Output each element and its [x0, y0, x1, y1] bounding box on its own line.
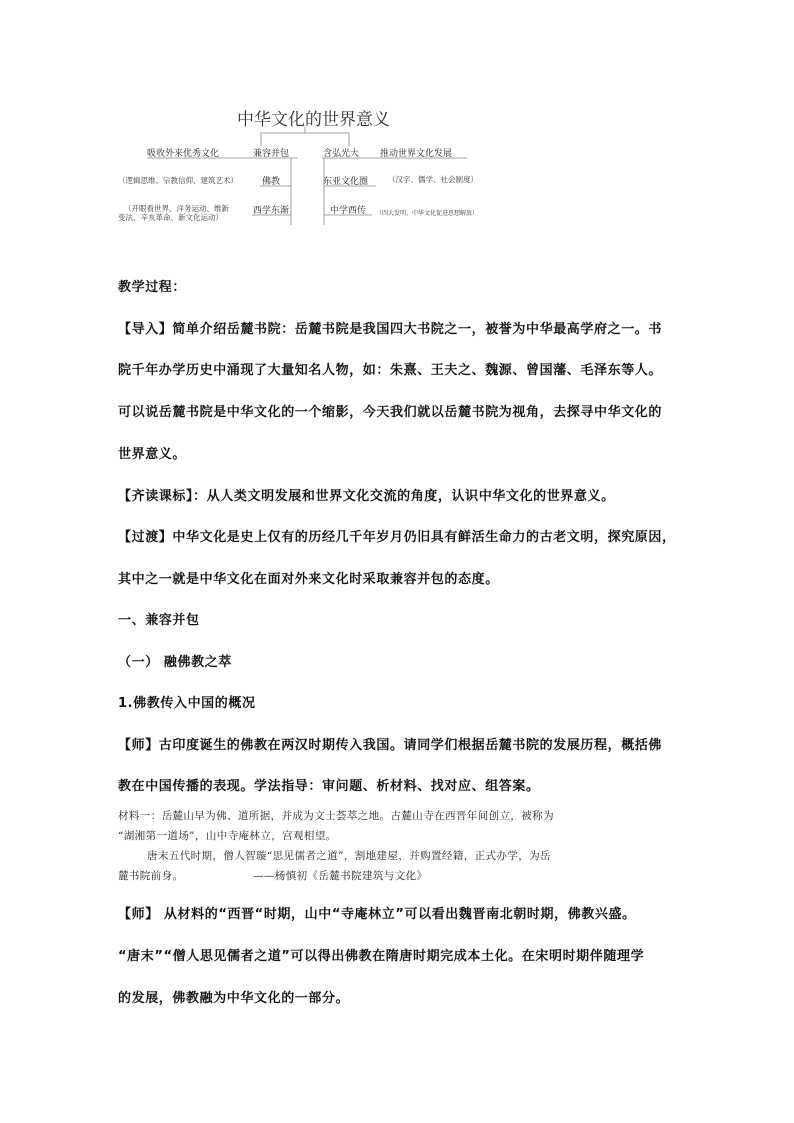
teacher-line-1: 【师】古印度诞生的佛教在两汉时期传入我国。请同学们根据岳麓书院的发展历程，概括佛 — [118, 738, 663, 753]
diagram-buddhism-note: （逻辑思维、宗教信仰、建筑艺术） — [118, 176, 238, 185]
point-heading: 1.佛教传入中国的概况 — [118, 696, 256, 711]
diagram-china-to-west-note: （四大发明、中华文化促进思想解放） — [376, 210, 479, 217]
analysis-line-1: 【师】 从材料的“西晋“时期，山中“寺庵林立”可以看出魏晋南北朝时期，佛教兴盛。 — [118, 907, 636, 922]
diagram-western-learning-note-2: 变法、辛亥革命、新文化运动） — [118, 213, 223, 222]
intro-line-4: 世界意义。 — [118, 447, 187, 462]
subsection-heading: （一） 融佛教之萃 — [118, 655, 232, 670]
teacher-line-2: 教在中国传播的表现。学法指导：审问题、析材料、找对应、组答案。 — [118, 779, 540, 794]
analysis-line-3: 的发展，佛教融为中华文化的一部分。 — [118, 991, 350, 1006]
intro-line-3: 可以说岳麓书院是中华文化的一个缩影，今天我们就以岳麓书院为视角，去探寻中华文化的 — [118, 405, 663, 420]
diagram-left-lead: 吸收外来优秀文化 — [147, 149, 220, 159]
diagram-east-asia-circle: 东亚文化圈 — [323, 177, 369, 187]
teaching-process-heading: 教学过程： — [118, 280, 187, 295]
material-line-4: 麓书院前身。 — [118, 870, 184, 882]
transition-line-2: 其中之一就是中华文化在面对外来文化时采取兼容并包的态度。 — [118, 572, 499, 587]
diagram-western-learning: 西学东渐 — [253, 206, 290, 216]
diagram-right-label: 含弘光大 — [323, 149, 360, 159]
intro-line-2: 院千年办学历史中涌现了大量知名人物，如：朱熹、王夫之、魏源、曾国藩、毛泽东等人。 — [118, 363, 663, 378]
diagram-western-learning-note-1: （开眼看世界、洋务运动、维新 — [124, 204, 229, 213]
material-line-3: 唐末五代时期，僧人智璇“思见儒者之道”，割地建屋，并购置经籍，正式办学，为岳 — [147, 850, 551, 862]
transition-line-1: 【过渡】中华文化是史上仅有的历经几千年岁月仍旧具有鲜活生命力的古老文明，探究原因， — [118, 530, 676, 545]
analysis-line-2: “唐末”“僧人思见儒者之道”可以得出佛教在隋唐时期完成本土化。在宋明时期伴随理学 — [118, 949, 645, 964]
material-line-1: 材料一：岳麓山早为佛、道所据，并成为文士荟萃之地。古麓山寺在西晋年间创立，被称为 — [118, 810, 554, 822]
section-heading: 一、兼容并包 — [118, 613, 200, 628]
diagram-left-label: 兼容并包 — [253, 149, 290, 159]
diagram-china-to-west: 中学西传 — [330, 206, 367, 216]
diagram-title: 中华文化的世界意义 — [237, 110, 390, 130]
curriculum-standard: 【齐读课标】：从人类文明发展和世界文化交流的角度，认识中华文化的世界意义。 — [118, 489, 615, 504]
diagram-buddhism: 佛教 — [262, 177, 281, 187]
diagram-east-asia-note: （汉字、儒学、社会制度） — [388, 175, 478, 184]
diagram-right-lead: 推动世界文化发展 — [380, 149, 453, 159]
intro-line-1: 【导入】简单介绍岳麓书院：岳麓书院是我国四大书院之一，被誉为中华最高学府之一。书 — [118, 322, 663, 337]
material-source: ——杨慎初《岳麓书院建筑与文化》 — [253, 870, 428, 882]
material-line-2: “湖湘第一道场”，山中寺庵林立，宫观相望。 — [118, 830, 337, 842]
